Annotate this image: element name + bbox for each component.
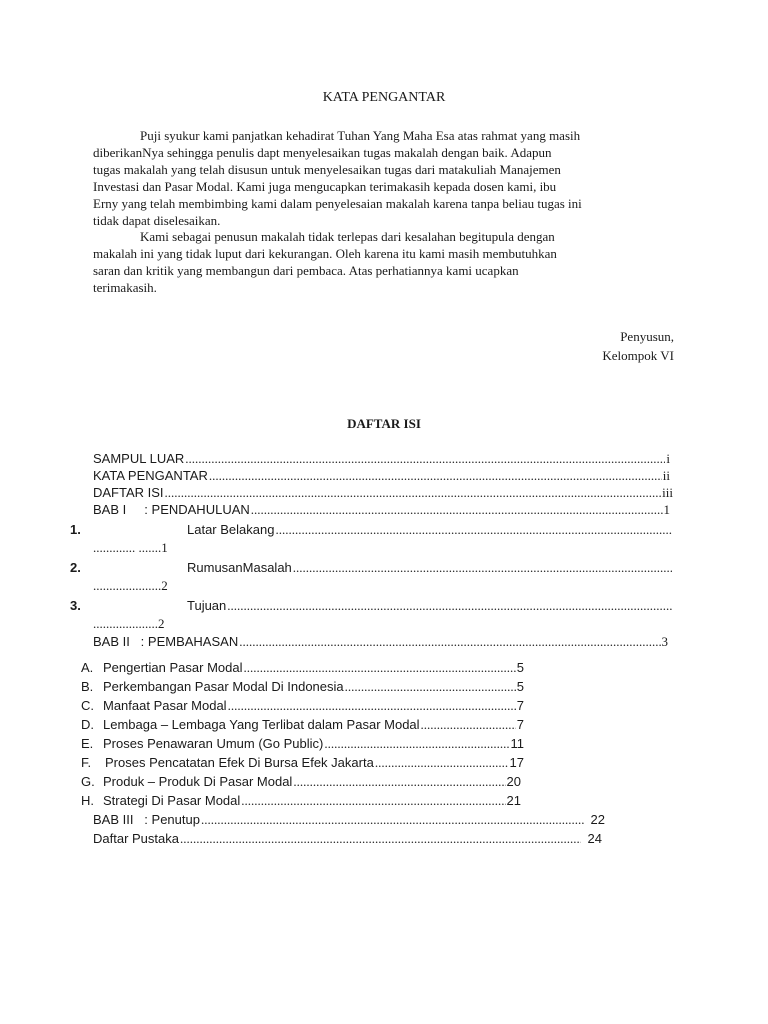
toc-dot-leader — [228, 698, 516, 714]
toc-entry-bab3 — [93, 812, 605, 828]
preface-line: terimakasih. — [93, 280, 157, 295]
toc-item-letter: E. — [81, 736, 94, 751]
toc-entry-page: ii — [662, 468, 670, 483]
preface-line: Investasi dan Pasar Modal. Kami juga mengucapkan terimakasih kepada dosen kami, ibu — [93, 179, 557, 194]
toc-entry-label: Perkembangan Pasar Modal Di Indonesia — [103, 679, 344, 694]
toc-entry-label: Daftar Pustaka — [93, 831, 179, 846]
toc-entry-label: BAB II : PEMBAHASAN — [93, 634, 239, 649]
toc-entry-page: 7 — [516, 698, 524, 713]
toc-entry-continuation: ............. .......1 — [93, 540, 168, 555]
toc-dot-leader — [209, 468, 662, 484]
toc-item-letter: C. — [81, 698, 94, 713]
daftar-isi-title: DAFTAR ISI — [347, 416, 421, 431]
toc-entry-page: 5 — [516, 679, 524, 694]
toc-entry-label: Latar Belakang — [187, 522, 275, 537]
toc-entry-bab2 — [93, 634, 668, 650]
preface-line: Kami sebagai penusun makalah tidak terlepas dari kesalahan begitupula dengan — [140, 229, 555, 244]
signature-line-1: Penyusun, — [620, 329, 674, 344]
toc-entry-label: DAFTAR ISI — [93, 485, 164, 500]
toc-entry-label: Proses Penawaran Umum (Go Public) — [103, 736, 324, 751]
toc-entry-page: 24 — [587, 831, 602, 846]
toc-entry-continuation: .....................2 — [93, 578, 168, 593]
toc-entry-label: BAB III : Penutup — [93, 812, 200, 827]
toc-dot-leader — [421, 717, 516, 733]
toc-subentry — [81, 679, 524, 695]
toc-entry-bab1 — [93, 502, 670, 518]
toc-entry-page: 7 — [516, 717, 524, 732]
toc-subentry — [81, 774, 521, 790]
toc-item-number: 1. — [70, 522, 81, 537]
toc-item-letter: F. — [81, 755, 92, 770]
toc-dot-leader — [241, 793, 505, 809]
toc-item-letter: G. — [81, 774, 95, 789]
toc-item-letter: B. — [81, 679, 94, 694]
toc-dot-leader — [251, 502, 663, 518]
toc-item-letter: H. — [81, 793, 94, 808]
kata-pengantar-title: KATA PENGANTAR — [322, 90, 446, 105]
toc-subentry — [81, 736, 524, 752]
toc-entry-page: 17 — [509, 755, 524, 770]
toc-entry-label: BAB I : PENDAHULUAN — [93, 502, 250, 517]
toc-entry-page: 5 — [516, 660, 524, 675]
toc-item-number: 3. — [70, 598, 81, 613]
toc-entry-page: 22 — [590, 812, 605, 827]
toc-subentry — [81, 698, 524, 714]
toc-dot-leader — [293, 560, 672, 576]
preface-line: diberikanNya sehingga penulis dapt menyelesaikan tugas makalah dengan baik. Adapun — [93, 145, 552, 160]
preface-paragraph-1 — [93, 127, 674, 229]
toc-entry-label: Proses Pencatatan Efek Di Bursa Efek Jakarta — [105, 755, 374, 770]
toc-entry-page: 1 — [663, 502, 670, 517]
toc-dot-leader — [165, 485, 662, 501]
toc-entry-label: KATA PENGANTAR — [93, 468, 208, 483]
toc-entry-label: Manfaat Pasar Modal — [103, 698, 227, 713]
preface-paragraph-2 — [93, 228, 674, 296]
preface-line: saran dan kritik yang membangun dari pembaca. Atas perhatiannya kami ucapkan — [93, 263, 519, 278]
toc-entry — [93, 485, 673, 501]
toc-dot-leader — [375, 755, 509, 771]
toc-entry-label: RumusanMasalah — [187, 560, 292, 575]
toc-entry-label: Pengertian Pasar Modal — [103, 660, 243, 675]
toc-entry-page: 20 — [506, 774, 521, 789]
toc-subentry — [187, 522, 673, 538]
toc-entry — [93, 468, 670, 484]
toc-item-letter: A. — [81, 660, 94, 675]
preface-line: Erny yang telah membimbing kami dalam penyelesaian makalah karena tanpa beliau tugas ini — [93, 196, 582, 211]
toc-entry-label: Produk – Produk Di Pasar Modal — [103, 774, 293, 789]
toc-dot-leader — [293, 774, 505, 790]
toc-subentry — [187, 560, 673, 576]
toc-dot-leader — [324, 736, 509, 752]
preface-line: Puji syukur kami panjatkan kehadirat Tuhan Yang Maha Esa atas rahmat yang masih — [140, 128, 581, 143]
signature-block — [602, 327, 674, 365]
toc-entry-page: i — [666, 451, 670, 466]
toc-dot-leader — [243, 660, 515, 676]
toc-dot-leader — [201, 812, 584, 828]
toc-entry-page: iii — [662, 485, 673, 500]
toc-dot-leader — [180, 831, 581, 847]
toc-dot-leader — [239, 634, 660, 650]
toc-subentry — [81, 755, 524, 771]
toc-entry-page: 3 — [661, 634, 668, 649]
toc-subentry — [187, 598, 673, 614]
toc-entry-label: Tujuan — [187, 598, 227, 613]
toc-dot-leader — [185, 451, 665, 467]
toc-subentry — [81, 793, 521, 809]
signature-line-2: Kelompok VI — [602, 348, 674, 363]
toc-entry-page: 11 — [510, 736, 524, 751]
toc-subentry — [81, 717, 524, 733]
toc-item-number: 2. — [70, 560, 81, 575]
toc-entry-label: SAMPUL LUAR — [93, 451, 185, 466]
toc-entry — [93, 451, 670, 467]
preface-line: makalah ini yang tidak luput dari kekurangan. Oleh karena itu kami masih membutuhkan — [93, 246, 557, 261]
toc-entry-continuation: ....................2 — [93, 616, 165, 631]
toc-entry-pustaka — [93, 831, 602, 847]
toc-dot-leader — [345, 679, 516, 695]
toc-entry-page: 21 — [506, 793, 521, 808]
preface-line: tidak dapat diselesaikan. — [93, 213, 221, 228]
toc-dot-leader — [227, 598, 672, 614]
toc-subentry — [81, 660, 524, 676]
preface-line: tugas makalah yang telah disusun untuk menyelesaikan tugas dari matakuliah Manajemen — [93, 162, 561, 177]
toc-entry-label: Strategi Di Pasar Modal — [103, 793, 241, 808]
toc-item-letter: D. — [81, 717, 94, 732]
toc-entry-label: Lembaga – Lembaga Yang Terlibat dalam Pasar Modal — [103, 717, 420, 732]
toc-dot-leader — [275, 522, 672, 538]
